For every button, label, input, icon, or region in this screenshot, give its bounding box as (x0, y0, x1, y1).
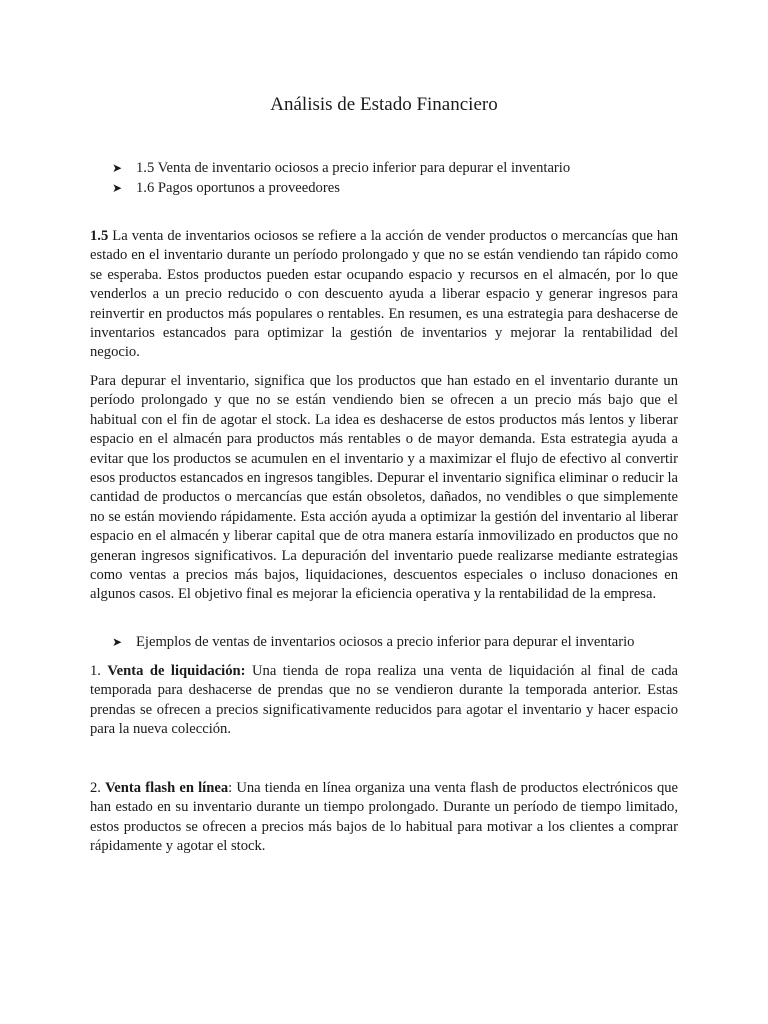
toc-item-text: 1.5 Venta de inventario ociosos a precio inferior para depurar el inventario (136, 160, 571, 176)
toc-item (112, 158, 678, 178)
toc-item (112, 178, 678, 198)
section-body: La venta de inventarios ociosos se refiere a la acción de vender productos o mercancías que han estado en el inventario durante un período prolongado y que no se están vendiendo tan rápido como se esperaba. Estos productos pueden estar ocupando espacio y recursos en el almacén, por lo que venderlos a un precio reducido o con descuento ayuda a liberar espacio y generar ingresos para reinvertir en productos más populares o rentables. En resumen, es una estrategia para deshacerse de inventarios estancados para optimizar la gestión de inventarios y mejorar la rentabilidad del negocio. (90, 228, 678, 361)
example-term: Venta de liquidación: (107, 663, 246, 679)
example-text: Una tienda de ropa realiza una venta de liquidación al final de cada temporada para deshacerse de prendas que no se vendieron durante la temporada anterior. Estas prendas se ofrecen a precios significativamente reducidos para agotar el inventario y hacer espacio para la nueva colección. (90, 663, 678, 738)
arrow-bullet-icon: ➤ (112, 161, 123, 175)
example-prefix: 2. (90, 780, 106, 796)
section-1-5-paragraph (90, 227, 678, 363)
example-prefix: 1. (90, 663, 108, 679)
arrow-bullet-icon: ➤ (112, 181, 123, 195)
example-paragraph (90, 662, 678, 740)
examples-heading (112, 632, 678, 652)
examples-heading-list (112, 632, 678, 652)
example-text: : Una tienda en línea organiza una venta flash de productos electrónicos que han estado en su inventario durante un tiempo prolongado. Durante un período de tiempo limitado, estos productos se ofrecen a precios más bajos de lo habitual para motivar a los clientes a comprar rápidamente y agotar el stock. (90, 780, 679, 855)
arrow-bullet-icon: ➤ (112, 635, 123, 649)
example-term: Venta flash en línea (105, 780, 229, 796)
document-title: Análisis de Estado Financiero (270, 94, 498, 115)
examples-heading-text: Ejemplos de ventas de inventarios ociosos a precio inferior para depurar el inventario (136, 634, 635, 650)
depurar-paragraph: Para depurar el inventario, significa que los productos que han estado en el inventario durante un período prolongado y que no se están vendiendo bien se ofrecen a un precio más bajo que el habitual con el fin de agotar el stock. La idea es deshacerse de estos productos más lentos y liberar espacio en el almacén para productos más rentables o de mayor demanda. Esta estrategia ayuda a evitar que los productos se acumulen en el inventario y a maximizar el flujo de efectivo al convertir esos productos estancados en ingresos tangibles. Depurar el inventario significa eliminar o reducir la cantidad de productos o mercancías que están obsoletos, dañados, no vendibles o que simplemente no se están moviendo rápidamente. Esta acción ayuda a optimizar la gestión del inventario al liberar espacio en el almacén y liberar capital que de otra manera estaría inmovilizado en productos que no generan ingresos significativos. La depuración del inventario puede realizarse mediante estrategias como ventas a precios más bajos, liquidaciones, descuentos especiales o incluso donaciones en algunos casos. El objetivo final es mejorar la eficiencia operativa y la rentabilidad de la empresa. (90, 373, 678, 603)
toc-item-text: 1.6 Pagos oportunos a proveedores (136, 180, 340, 196)
example-paragraph (90, 779, 678, 857)
section-number: 1.5 (90, 228, 109, 244)
toc-list (112, 158, 678, 198)
